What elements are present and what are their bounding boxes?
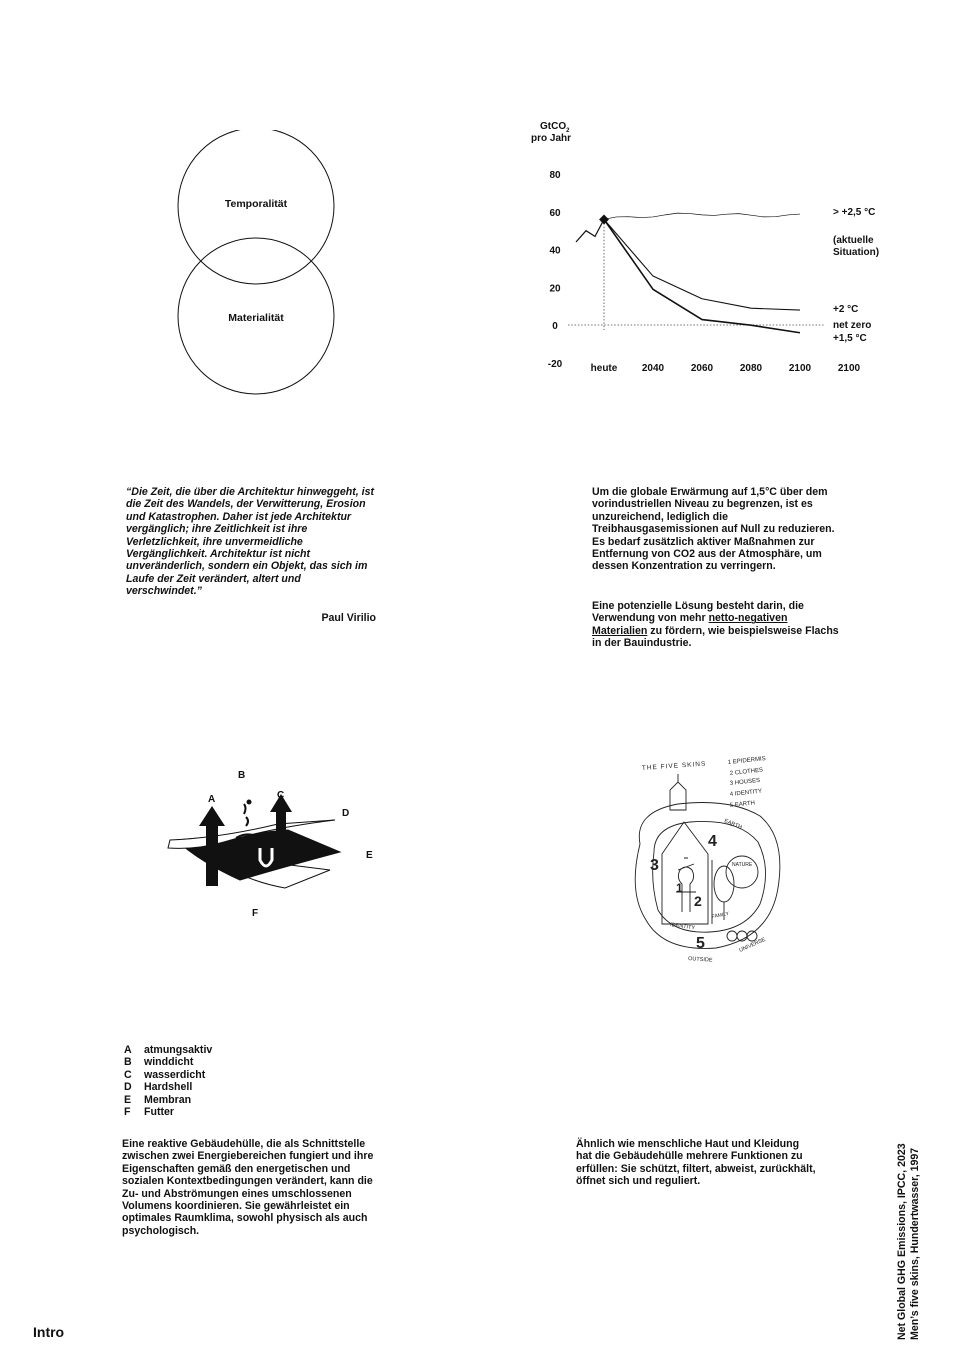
virilio-quote: “Die Zeit, die über die Architektur hinweggeht, ist die Zeit des Wandels, der Verwitterung, Erosion und Katastrophen. Daher ist jede Architektur vergänglich; ihre Zeitlichkeit ist ihre Verletzlichkeit, ihre unvermeidliche Vergänglichkeit. Architektur ist nicht unveränderlich, sondern ein Objekt, das sich im Laufe der Zeit verändert, altert und verschwindet.”	[126, 486, 375, 598]
legend-item	[124, 1106, 212, 1118]
legend-item	[124, 1069, 212, 1081]
legend-label: winddicht	[144, 1056, 194, 1069]
legend-label: Membran	[144, 1093, 192, 1106]
series-line-medium	[604, 219, 800, 310]
legend-label: atmungsaktiv	[144, 1044, 213, 1056]
y-axis-label-unit: GtCO$_2$	[540, 121, 570, 134]
net-negative-materials-link[interactable]: netto-negativen Materialien	[592, 612, 788, 637]
layer-label-b: B	[238, 770, 246, 781]
label-net-zero: net zero	[833, 320, 872, 331]
water-drop-icon	[247, 800, 252, 805]
label-current: > +2,5 °C	[833, 207, 876, 218]
warming-paragraph: Um die globale Erwärmung auf 1,5°C über dem vorindustriellen Niveau zu begrenzen, ist es unzureichend, lediglich die Treibhausgasemissionen auf Null zu reduzieren. Es bedarf zusätzlich aktiver Maßnahmen zur Entfernung von CO2 aus der Atmosphäre, um dessen Konzentration zu verringern.	[592, 486, 835, 573]
sketch-title: THE FIVE SKINS	[641, 760, 707, 772]
legend-label: Hardshell	[144, 1081, 193, 1094]
label-current-note1: (aktuelle	[833, 235, 874, 246]
history-line	[576, 219, 604, 242]
envelope-paragraph: Eine reaktive Gebäudehülle, die als Schnittstelle zwischen zwei Energiebereichen fungiert und ihre Eigenschaften gemäß den energetischen und sozialen Kontextbedingungen verändert, kann die Zu- und Abströmungen eines umschlossenen Volumens koordinieren. Sie gewährleistet ein optimales Raumklima, sowohl physisch als auch psychologisch.	[122, 1138, 374, 1237]
layer-label-c: C	[277, 790, 285, 801]
legend-label: wasserdicht	[144, 1068, 206, 1081]
source-ipcc: Net Global GHG Emissions, IPCC, 2023	[896, 1143, 908, 1340]
venn-label-top: Temporalität	[224, 198, 288, 210]
y-tick-label: 20	[549, 283, 561, 295]
label-two-degree: +2 °C	[833, 304, 859, 315]
skin-list-1: 1 EPIDERMIS	[727, 756, 767, 766]
layer-label-e: E	[366, 850, 373, 861]
skin-list-2: 2 CLOTHES	[729, 767, 764, 777]
skin-list-4: 4 IDENTITY	[729, 788, 763, 798]
label-one-five: +1,5 °C	[833, 333, 867, 344]
label-current-note2: Situation)	[833, 247, 880, 258]
section-label: Intro	[33, 1324, 65, 1340]
layers-legend	[124, 1044, 212, 1118]
note-earth: EARTH	[723, 818, 743, 831]
legend-key: B	[124, 1056, 132, 1069]
note-family: FAMILY	[711, 911, 730, 920]
legend-key: E	[124, 1093, 132, 1106]
x-tick-label: 2060	[690, 363, 714, 374]
sketch-number-4: 4	[708, 833, 717, 850]
legend-key: D	[124, 1081, 132, 1094]
y-tick-label: 80	[549, 170, 561, 181]
x-tick-label: 2100	[788, 363, 812, 374]
x-axis-ticks	[591, 363, 861, 374]
legend-item	[124, 1081, 212, 1093]
series-line-thin	[604, 213, 800, 219]
series-line-bold	[604, 219, 800, 332]
note-outside: OUTSIDE	[687, 956, 713, 964]
x-tick-label: heute	[590, 363, 618, 374]
legend-item	[124, 1056, 212, 1068]
roof-house-icon	[670, 774, 686, 810]
materials-paragraph: Eine potenzielle Lösung besteht darin, die Verwendung von mehr netto-negativen Materialien zu fördern, wie beispielsweise Flachs in der Bauindustrie.	[592, 600, 839, 650]
nature-circle-icon	[726, 856, 758, 888]
y-axis-ticks	[548, 170, 563, 370]
sketch-number-5: 5	[696, 935, 705, 952]
venn-diagram	[170, 130, 350, 410]
sources-credits	[896, 1100, 922, 1340]
legend-key: A	[124, 1044, 132, 1056]
y-tick-label: 0	[552, 321, 558, 333]
legend-item	[124, 1094, 212, 1106]
legend-key: C	[124, 1068, 132, 1081]
y-tick-label: 60	[549, 207, 561, 219]
source-hundertwasser: Men’s five skins, Hundertwasser, 1997	[909, 1147, 921, 1340]
legend-key: F	[124, 1106, 131, 1119]
sketch-number-2: 2	[694, 893, 702, 909]
y-tick-label: -20	[547, 359, 563, 370]
sketch-number-3: 3	[650, 857, 659, 874]
layer-label-d: D	[342, 808, 350, 819]
sketch-number-1: 1	[676, 881, 683, 895]
quote-author: Paul Virilio	[321, 612, 376, 624]
layer-label-a: A	[208, 794, 216, 805]
skin-paragraph: Ähnlich wie menschliche Haut und Kleidung hat die Gebäudehülle mehrere Funktionen zu erfüllen: Sie schützt, filtert, abweist, zurückhält, öffnet sich und reguliert.	[576, 1138, 816, 1188]
x-tick-label: 2080	[739, 363, 763, 374]
layer-label-f: F	[252, 908, 259, 919]
note-nature: NATURE	[732, 862, 753, 868]
note-universe: UNIVERSE	[738, 936, 767, 954]
five-skins-sketch	[620, 752, 800, 968]
outer-skin-outline	[635, 803, 780, 949]
x-tick-label: 2100	[837, 363, 861, 374]
venn-label-bottom: Materialität	[228, 312, 284, 324]
universe-ring-1-icon	[727, 931, 737, 941]
house-icon	[662, 822, 712, 924]
x-tick-label: 2040	[641, 363, 665, 374]
y-tick-label: 40	[549, 245, 561, 257]
emissions-chart	[520, 112, 910, 387]
legend-label: Futter	[144, 1106, 175, 1119]
y-axis-label-period: pro Jahr	[531, 133, 572, 144]
legend-item	[124, 1044, 212, 1056]
skin-list-3: 3 HOUSES	[729, 777, 761, 787]
note-identity: IDENTITY	[669, 922, 696, 932]
skin-list-5: 5 EARTH	[729, 800, 756, 809]
layers-diagram	[160, 760, 390, 925]
